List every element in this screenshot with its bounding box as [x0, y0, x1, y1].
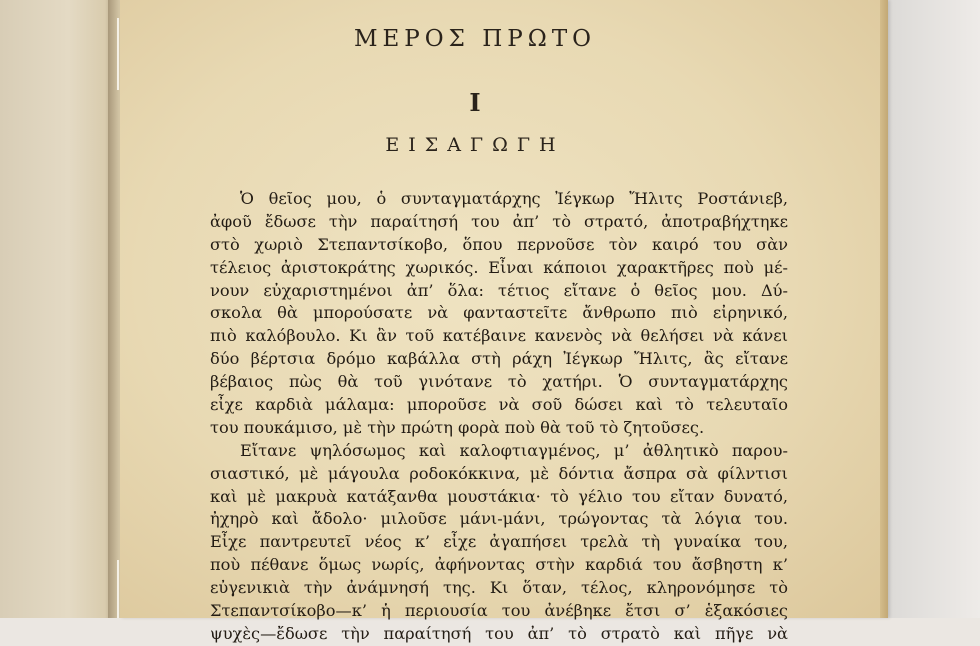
chapter-number: I — [469, 88, 481, 117]
text-line: πιὸ καλόβουλο. Κι ἂν τοῦ κατέβαινε κανενὸς νὰ θελήσει νὰ κάνει — [210, 326, 788, 346]
left-page — [0, 0, 114, 618]
body-text — [210, 188, 788, 646]
binding-thread — [117, 560, 119, 618]
text-line: ἠχηρὸ καὶ ἄδολο· μιλοῦσε μάνι-μάνι, τρώγοντας τὰ λόγια του. — [210, 509, 788, 529]
text-line: ψυχὲς—ἔδωσε τὴν παραίτησή του ἀπ’ τὸ στρατὸ καὶ πῆγε νὰ — [210, 623, 788, 643]
text-line: ποὺ πέθανε ὅμως νωρίς, ἀφήνοντας στὴν καρδιά του ἄσβηστη κ’ — [210, 555, 788, 575]
page-edge — [880, 0, 888, 618]
text-line: ἀφοῦ ἔδωσε τὴν παραίτησή του ἀπ’ τὸ στρατό, ἀποτραβήχτηκε — [210, 211, 788, 231]
part-title: ΜΕΡΟΣ ΠΡΩΤΟ — [353, 26, 597, 52]
text-line: τέλειος ἀριστοκράτης χωρικός. Εἶναι κάποιοι χαρακτῆρες ποὺ μέ- — [210, 257, 788, 277]
text-line: Στεπαντσίκοβο—κ’ ἡ περιουσία του ἀνέβηκε ἔτσι σ’ ἑξακόσιες — [210, 601, 788, 621]
chapter-title: ΕΙΣΑΓΩΓΗ — [385, 134, 565, 156]
text-line: καὶ μὲ μακρυὰ κατάξανθα μουστάκια· τὸ γέλιο του εἴταν δυνατό, — [210, 486, 788, 506]
table-surface — [888, 0, 980, 618]
text-line: του πουκάμισο, μὲ τὴν πρώτη φορὰ ποὺ θὰ τοῦ τὸ ζητοῦσες. — [210, 417, 705, 437]
text-line: στὸ χωριὸ Στεπαντσίκοβο, ὅπου περνοῦσε τὸν καιρό του σὰν — [210, 234, 788, 254]
text-line: Ὁ θεῖος μου, ὁ συνταγματάρχης Ἰέγκωρ Ἤλιτς Ροστάνιεβ, — [240, 189, 788, 208]
text-line: δύο βέρτσια δρόμο καβάλλα στὴ ράχη Ἰέγκωρ Ἤλιτς, ἂς εἴτανε — [210, 349, 788, 369]
text-line: σκολα θὰ μπορούσατε νὰ φανταστεῖτε ἄνθρωπο πιὸ εἰρηνικό, — [210, 303, 788, 323]
text-line: βέβαιος πὼς θὰ τοῦ γινότανε τὸ χατήρι. Ὁ συνταγματάρχης — [210, 372, 788, 392]
text-line: Εἴτανε ψηλόσωμος καὶ καλοφτιαγμένος, μ’ ἀθλητικὸ παρου- — [240, 440, 788, 460]
text-line: εἶχε καρδιὰ μάλαμα: μποροῦσε νὰ σοῦ δώσει καὶ τὸ τελευταῖο — [210, 395, 788, 415]
text-line: Εἶχε παντρευτεῖ νέος κ’ εἶχε ἀγαπήσει τρελὰ τὴ γυναίκα του, — [210, 532, 788, 552]
text-line: σιαστικό, μὲ μάγουλα ροδοκόκκινα, μὲ δόντια ἄσπρα σὰ φίλντισι — [210, 463, 788, 483]
text-line: εὐγενικιὰ τὴν ἀνάμνησή της. Κι ὅταν, τέλος, κληρονόμησε τὸ — [210, 578, 788, 598]
binding-thread — [117, 18, 119, 90]
text-line: νουν εὐχαριστημένοι ἀπ’ ὅλα: τέτιος εἴτανε ὁ θεῖος μου. Δύ- — [210, 280, 788, 300]
